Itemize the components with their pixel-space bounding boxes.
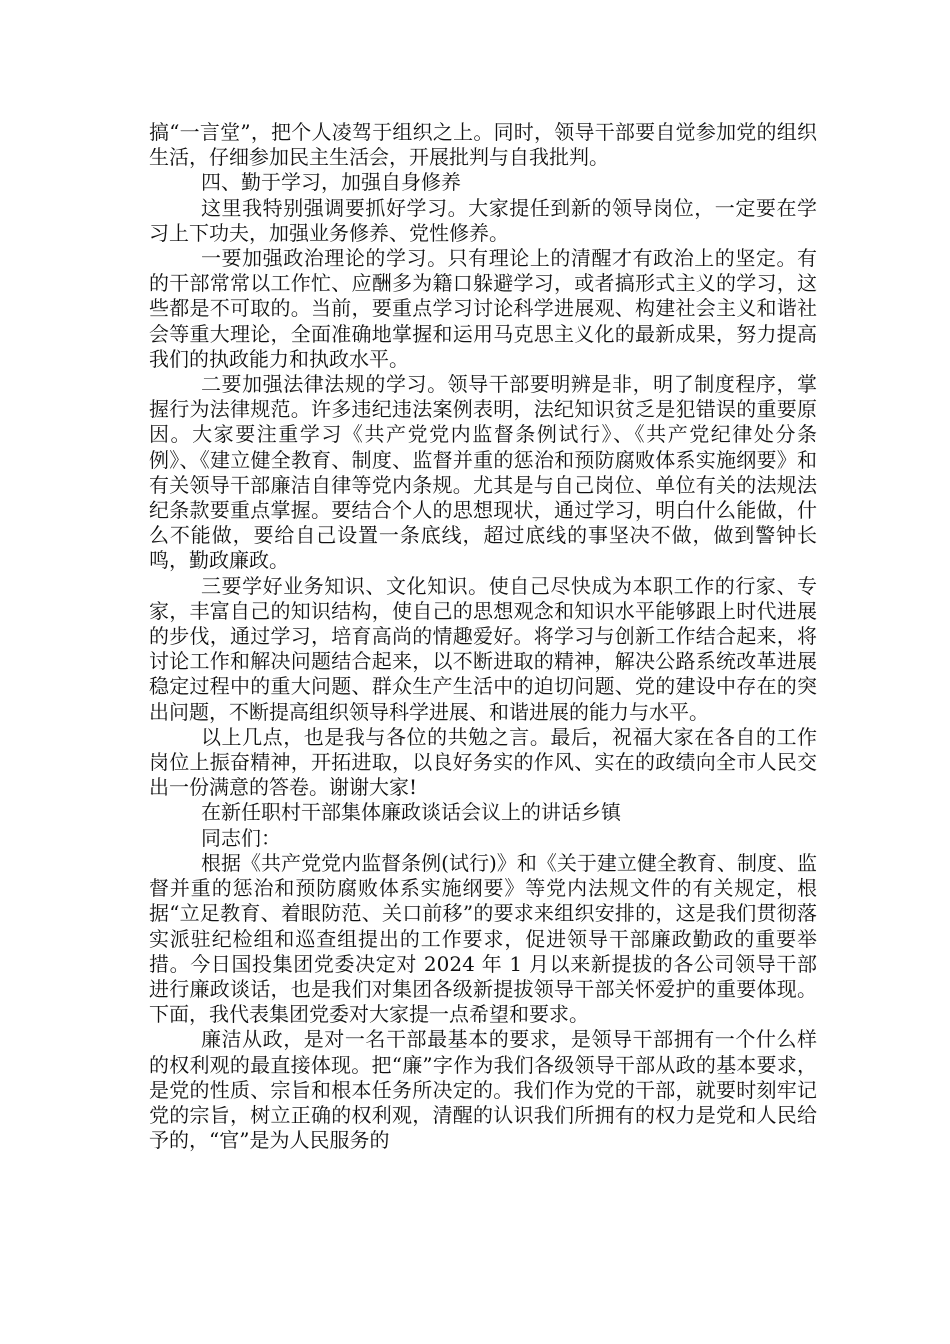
paragraph-basis: 根据《共产党党内监督条例(试行)》和《关于建立健全教育、制度、监督并重的惩治和预防腐败体系实施纲要》等党内法规文件的有关规定，根据“立足教育、着眼防范、关口前移”的要求来组织安排的，这是我们贯彻落实派驻纪检组和巡查组提出的工作要求，促进领导干部廉政勤政的重要举措。今日国投集团党委决定对 2024 年 1 月以来新提拔的各公司领导干部进行廉政谈话，也是我们对集团各级新提拔领导干部关怀爱护的重要体现。下面，我代表集团党委对大家提一点希望和要求。 — [149, 850, 817, 1027]
paragraph-business-knowledge: 三要学好业务知识、文化知识。使自己尽快成为本职工作的行家、专家，丰富自己的知识结构，使自己的思想观念和知识水平能够跟上时代进展的步伐，通过学习，培育高尚的情趣爱好。将学习与创新工作结合起来，将讨论工作和解决问题结合起来，以不断进取的精神，解决公路系统改革进展稳定过程中的重大问题、群众生产生活中的迫切问题、党的建设中存在的突出问题，不断提高组织领导科学进展、和谐进展的能力与水平。 — [149, 573, 817, 724]
paragraph-continuation: 搞“一言堂”，把个人凌驾于组织之上。同时，领导干部要自觉参加党的组织生活，仔细参加民主生活会，开展批判与自我批判。 — [149, 120, 817, 170]
paragraph-clean-governance: 廉洁从政，是对一名干部最基本的要求，是领导干部拥有一个什么样的权利观的最直接体现。把“廉”字作为我们各级领导干部从政的基本要求，是党的性质、宗旨和根本任务所决定的。我们作为党的干部，就要时刻牢记党的宗旨，树立正确的权利观，清醒的认识我们所拥有的权力是党和人民给予的，“官”是为人民服务的 — [149, 1027, 817, 1153]
section-heading-study: 四、勤于学习，加强自身修养 — [201, 170, 461, 195]
speech-title: 在新任职村干部集体廉政谈话会议上的讲话乡镇 — [201, 800, 621, 825]
salutation: 同志们： — [201, 825, 281, 850]
paragraph-political-theory: 一要加强政治理论的学习。只有理论上的清醒才有政治上的坚定。有的干部常常以工作忙、应酬多为籍口躲避学习，或者搞形式主义的学习，这些都是不可取的。当前，要重点学习讨论科学进展观、构建社会主义和谐社会等重大理论，全面准确地掌握和运用马克思主义化的最新成果，努力提高我们的执政能力和执政水平。 — [149, 246, 817, 371]
document-body — [149, 120, 817, 1153]
paragraph-study-intro: 这里我特别强调要抓好学习。大家提任到新的领导岗位，一定要在学习上下功夫，加强业务修养、党性修养。 — [149, 195, 817, 245]
paragraph-laws-regulations: 二要加强法律法规的学习。领导干部要明辨是非，明了制度程序，掌握行为法律规范。许多违纪违法案例表明，法纪知识贫乏是犯错误的重要原因。大家要注重学习《共产党党内监督条例试行》、《共产党纪律处分条例》、《建立健全教育、制度、监督并重的惩治和预防腐败体系实施纲要》和有关领导干部廉洁自律等党内条规。尤其是与自己岗位、单位有关的法规法纪条款要重点掌握。要结合个人的思想现状，通过学习，明白什么能做，什么不能做，要给自己设置一条底线，超过底线的事坚决不做，做到警钟长鸣，勤政廉政。 — [149, 372, 817, 573]
paragraph-closing: 以上几点，也是我与各位的共勉之言。最后，祝福大家在各自的工作岗位上振奋精神，开拓进取，以良好务实的作风、实在的政绩向全市人民交出一份满意的答卷。谢谢大家! — [149, 724, 817, 800]
